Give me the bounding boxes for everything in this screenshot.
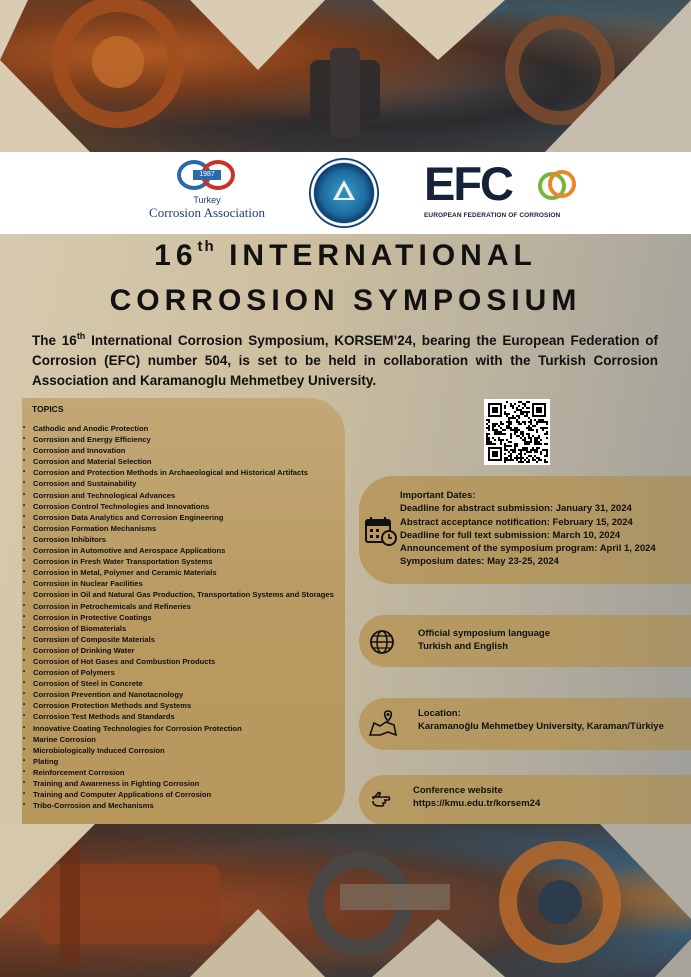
topic-item: • Corrosion Inhibitors bbox=[22, 534, 336, 545]
topic-item: • Corrosion and Technological Advances bbox=[22, 490, 336, 501]
efc-subtitle: EUROPEAN FEDERATION OF CORROSION bbox=[424, 212, 561, 219]
topic-item: • Marine Corrosion bbox=[22, 734, 336, 745]
date-program-announcement: Announcement of the symposium program: April 1, 2024 bbox=[400, 543, 656, 555]
topic-item: • Corrosion and Material Selection bbox=[22, 456, 336, 467]
efc-rings-icon bbox=[536, 164, 576, 204]
topic-item: • Training and Computer Applications of Corrosion bbox=[22, 789, 336, 800]
location-value: Karamanoğlu Mehmetbey University, Karaman/Türkiye bbox=[418, 721, 664, 733]
topic-item: • Corrosion and Innovation bbox=[22, 445, 336, 456]
topic-item: • Corrosion of Biomaterials bbox=[22, 623, 336, 634]
dates-heading: Important Dates: bbox=[400, 490, 476, 501]
topic-item: • Corrosion Prevention and Nanotacnology bbox=[22, 689, 336, 700]
topic-item: • Corrosion Data Analytics and Corrosion Engineering bbox=[22, 512, 336, 523]
intro-paragraph bbox=[32, 326, 658, 391]
university-seal-icon bbox=[309, 158, 379, 228]
corroded-gears-image bbox=[0, 824, 691, 977]
tca-year: 1987 bbox=[193, 170, 221, 180]
title-ordinal: th bbox=[197, 238, 216, 255]
location-heading: Location: bbox=[418, 708, 461, 719]
tca-name: Corrosion Association bbox=[149, 205, 265, 220]
topics-list bbox=[22, 423, 336, 811]
intro-superscript: th bbox=[76, 331, 86, 341]
topic-item: • Corrosion and Sustainability bbox=[22, 478, 336, 489]
turkey-corrosion-association-logo bbox=[142, 160, 272, 228]
topic-item: • Innovative Coating Technologies for Corrosion Protection bbox=[22, 723, 336, 734]
topic-item: • Corrosion in Protective Coatings bbox=[22, 612, 336, 623]
language-value: Turkish and English bbox=[418, 641, 509, 653]
topic-item: • Corrosion Formation Mechanisms bbox=[22, 523, 336, 534]
topic-item: • Corrosion Protection Methods and Systems bbox=[22, 700, 336, 711]
pointing-hand-icon bbox=[370, 787, 398, 811]
intro-part-1: The 16 bbox=[32, 333, 77, 348]
language-info bbox=[418, 627, 550, 654]
topic-item: • Cathodic and Anodic Protection bbox=[22, 423, 336, 434]
globe-icon bbox=[369, 629, 395, 655]
top-photo-banner bbox=[0, 0, 691, 152]
qr-code-icon bbox=[484, 399, 550, 465]
date-acceptance: Abstract acceptance notification: February 15, 2024 bbox=[400, 516, 633, 528]
language-heading: Official symposium language bbox=[418, 628, 550, 639]
efc-wordmark: EFC bbox=[424, 157, 512, 210]
seal-emblem-icon bbox=[331, 178, 357, 204]
topic-item: • Corrosion in Metal, Polymer and Ceramic Materials bbox=[22, 567, 336, 578]
topic-item: • Corrosion of Composite Materials bbox=[22, 634, 336, 645]
topic-item: • Plating bbox=[22, 756, 336, 767]
title-line-1 bbox=[0, 238, 691, 273]
topic-item: • Corrosion in Oil and Natural Gas Production, Transportation Systems and Storages bbox=[22, 589, 336, 600]
topic-item: • Corrosion in Automotive and Aerospace Applications bbox=[22, 545, 336, 556]
topic-item: • Corrosion of Steel in Concrete bbox=[22, 678, 336, 689]
website-heading: Conference website bbox=[413, 785, 503, 796]
title-number: 16 bbox=[154, 239, 198, 272]
topic-item: • Corrosion of Drinking Water bbox=[22, 645, 336, 656]
topic-item: • Corrosion in Fresh Water Transportation Systems bbox=[22, 556, 336, 567]
topic-item: • Corrosion Control Technologies and Innovations bbox=[22, 501, 336, 512]
topic-item: • Training and Awareness in Fighting Corrosion bbox=[22, 778, 336, 789]
topic-item: • Corrosion and Energy Efficiency bbox=[22, 434, 336, 445]
topic-item: • Corrosion and Protection Methods in Archaeological and Historical Artifacts bbox=[22, 467, 336, 478]
date-full-text-deadline: Deadline for full text submission: March 10, 2024 bbox=[400, 529, 621, 541]
corroded-machinery-image bbox=[0, 0, 691, 152]
topic-item: • Corrosion in Petrochemicals and Refineries bbox=[22, 601, 336, 612]
calendar-clock-icon bbox=[364, 515, 398, 547]
tca-country: Turkey bbox=[193, 195, 221, 205]
intro-part-2: International Corrosion Symposium, KORSEM’24, bearing the European Federation of Corrosion (EFC) number 504, is set to be held in collaboration with the Turkish Corrosion Association and Karamanoglu Mehmetbey University. bbox=[32, 333, 658, 388]
topic-item: • Corrosion in Nuclear Facilities bbox=[22, 578, 336, 589]
title-line-2: CORROSION SYMPOSIUM bbox=[109, 284, 582, 317]
website-link[interactable]: https://kmu.edu.tr/korsem24 bbox=[413, 798, 541, 810]
topic-item: • Tribo-Corrosion and Mechanisms bbox=[22, 800, 336, 811]
topic-item: • Corrosion Test Methods and Standards bbox=[22, 711, 336, 722]
topic-item: • Corrosion of Hot Gases and Combustion Products bbox=[22, 656, 336, 667]
website-info bbox=[413, 784, 540, 811]
topics-heading: TOPICS bbox=[32, 404, 64, 414]
title-word: INTERNATIONAL bbox=[229, 239, 537, 272]
topic-item: • Reinforcement Corrosion bbox=[22, 767, 336, 778]
qr-code[interactable] bbox=[484, 399, 550, 465]
date-abstract-deadline: Deadline for abstract submission: January 31, 2024 bbox=[400, 503, 632, 515]
important-dates bbox=[400, 489, 656, 569]
location-info bbox=[418, 707, 664, 734]
bottom-photo-banner bbox=[0, 824, 691, 977]
efc-logo bbox=[424, 157, 574, 224]
map-pin-icon bbox=[368, 709, 398, 737]
tca-emblem-icon bbox=[177, 160, 237, 192]
topic-item: • Corrosion of Polymers bbox=[22, 667, 336, 678]
date-symposium: Symposium dates: May 23-25, 2024 bbox=[400, 556, 559, 568]
topic-item: • Microbiologically Induced Corrosion bbox=[22, 745, 336, 756]
